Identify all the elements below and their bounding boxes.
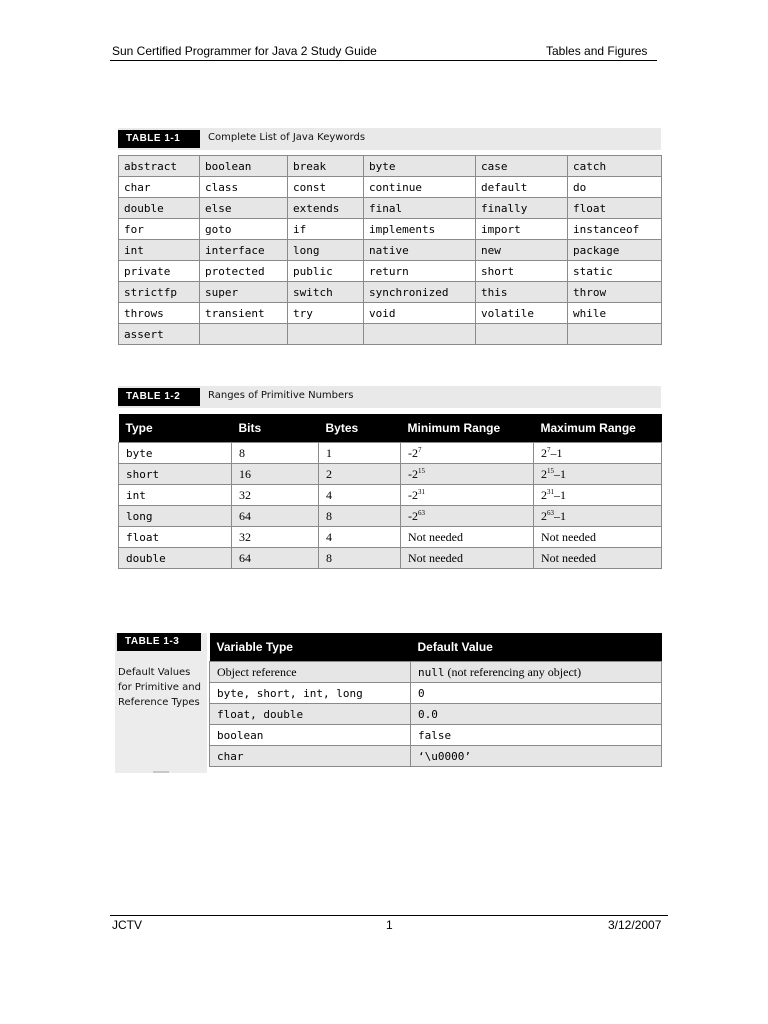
default-value-code: 0.0 [418,707,438,721]
keyword-cell: public [288,261,364,282]
table-row [119,261,662,282]
table-row [210,662,662,683]
keyword-cell: protected [200,261,288,282]
keyword-cell: try [288,303,364,324]
table-row [210,704,662,725]
keyword-cell: goto [200,219,288,240]
bits-cell: 64 [232,548,319,569]
default-value-cell [411,683,662,704]
keyword-cell: class [200,177,288,198]
keyword-cell: assert [119,324,200,345]
default-values-table [209,633,662,767]
max-range-exponent: 63 [547,508,554,517]
max-range-base: 2 [541,508,547,523]
min-range-cell [401,506,534,527]
default-value-cell [411,725,662,746]
table-row [119,527,662,548]
keyword-cell: import [476,219,568,240]
variable-type-cell: float, double [210,704,411,725]
type-cell: double [119,548,232,569]
keyword-cell: byte [364,156,476,177]
bits-cell: 32 [232,527,319,548]
table-row [119,156,662,177]
side-caption-line: for Primitive and [118,682,201,693]
keyword-cell: strictfp [119,282,200,303]
page-header-title: Sun Certified Programmer for Java 2 Study Guide [112,44,377,58]
min-range-exponent: 7 [418,445,422,454]
max-range-exponent: 15 [547,466,554,475]
max-range-cell [534,485,662,506]
table-row [119,240,662,261]
keyword-cell: abstract [119,156,200,177]
max-range-suffix: –1 [550,445,563,460]
keyword-cell: default [476,177,568,198]
page-header-section: Tables and Figures [546,44,648,58]
max-range-base: 2 [541,445,547,460]
min-range-exponent: 15 [418,466,425,475]
keyword-cell: super [200,282,288,303]
keyword-cell [476,324,568,345]
max-range-cell [534,548,662,569]
min-range-cell [401,485,534,506]
primitive-ranges-table [118,414,662,569]
bits-cell: 16 [232,464,319,485]
bytes-cell: 4 [319,527,401,548]
side-caption-line: Default Values [118,667,191,678]
keyword-cell [288,324,364,345]
min-range-cell [401,548,534,569]
default-value-cell [411,746,662,767]
col-header-min-range: Minimum Range [401,414,534,443]
keyword-cell: char [119,177,200,198]
bits-cell: 64 [232,506,319,527]
max-range-exponent: 31 [547,487,554,496]
keyword-cell: short [476,261,568,282]
type-cell: byte [119,443,232,464]
min-range-exponent: 31 [418,487,425,496]
header-divider [110,60,657,61]
default-value-code: 0 [418,686,425,700]
table3-side-caption [118,665,201,710]
variable-type-cell: boolean [210,725,411,746]
keyword-cell: instanceof [568,219,662,240]
keyword-cell: static [568,261,662,282]
max-range-cell [534,506,662,527]
keyword-cell: boolean [200,156,288,177]
keyword-cell: continue [364,177,476,198]
table1-caption: Complete List of Java Keywords [208,132,366,143]
keyword-cell: if [288,219,364,240]
page-number: 1 [386,918,393,932]
min-range-base: Not needed [408,550,463,565]
variable-type-cell: Object reference [210,662,411,683]
bytes-cell: 2 [319,464,401,485]
keyword-cell [200,324,288,345]
table-row [119,506,662,527]
keyword-cell: native [364,240,476,261]
keyword-cell: extends [288,198,364,219]
min-range-cell [401,464,534,485]
keyword-cell: else [200,198,288,219]
min-range-exponent: 63 [418,508,425,517]
bytes-cell: 8 [319,548,401,569]
keyword-cell: for [119,219,200,240]
max-range-cell [534,443,662,464]
table-row [119,219,662,240]
max-range-exponent: 7 [547,445,551,454]
keyword-cell: implements [364,219,476,240]
col-header-bits: Bits [232,414,319,443]
keyword-cell: private [119,261,200,282]
keyword-cell [568,324,662,345]
footer-date: 3/12/2007 [608,918,662,932]
keyword-cell: final [364,198,476,219]
max-range-suffix: –1 [554,466,566,481]
bits-cell: 32 [232,485,319,506]
max-range-base: 2 [541,487,547,502]
keyword-cell: void [364,303,476,324]
type-cell: short [119,464,232,485]
variable-type-cell: char [210,746,411,767]
keyword-cell: finally [476,198,568,219]
col-header-bytes: Bytes [319,414,401,443]
col-header-variable-type: Variable Type [210,633,411,662]
table1-label: TABLE 1-1 [118,130,200,148]
min-range-cell [401,527,534,548]
table-row [119,198,662,219]
keyword-cell: return [364,261,476,282]
footer-divider [110,915,668,916]
table2-caption: Ranges of Primitive Numbers [208,390,354,401]
keyword-cell: transient [200,303,288,324]
min-range-base: -2 [408,508,418,523]
footer-left: JCTV [112,918,142,932]
table-row [119,282,662,303]
keyword-cell: int [119,240,200,261]
col-header-default-value: Default Value [411,633,662,662]
side-panel-mark [153,771,169,773]
table-row [119,485,662,506]
keyword-cell: break [288,156,364,177]
keyword-cell: package [568,240,662,261]
min-range-base: Not needed [408,529,463,544]
keyword-cell: throw [568,282,662,303]
default-value-code: ‘\u0000’ [418,749,471,763]
type-cell: int [119,485,232,506]
keyword-cell: while [568,303,662,324]
table2-label: TABLE 1-2 [118,388,200,406]
max-range-suffix: –1 [554,487,566,502]
min-range-base: -2 [408,487,418,502]
table-row [119,303,662,324]
keyword-cell: this [476,282,568,303]
table3-label: TABLE 1-3 [117,633,201,651]
min-range-cell [401,443,534,464]
max-range-base: 2 [541,466,547,481]
keyword-cell: catch [568,156,662,177]
min-range-base: -2 [408,466,418,481]
min-range-base: -2 [408,445,418,460]
max-range-base: Not needed [541,529,596,544]
keyword-cell: case [476,156,568,177]
table-row [119,177,662,198]
default-value-cell [411,662,662,683]
table-row [119,464,662,485]
bits-cell: 8 [232,443,319,464]
bytes-cell: 1 [319,443,401,464]
keyword-cell: long [288,240,364,261]
default-value-code: null [418,665,445,679]
max-range-base: Not needed [541,550,596,565]
keyword-cell: double [119,198,200,219]
keyword-cell: interface [200,240,288,261]
default-value-note: (not referencing any object) [444,664,582,679]
keyword-cell: switch [288,282,364,303]
keyword-cell: do [568,177,662,198]
type-cell: long [119,506,232,527]
keyword-cell: synchronized [364,282,476,303]
table-row [210,746,662,767]
keyword-cell: new [476,240,568,261]
table-row [210,683,662,704]
bytes-cell: 4 [319,485,401,506]
keyword-cell: volatile [476,303,568,324]
type-cell: float [119,527,232,548]
table-row [119,324,662,345]
col-header-type: Type [119,414,232,443]
default-value-code: false [418,728,452,742]
max-range-suffix: –1 [554,508,566,523]
java-keywords-table [118,155,662,345]
keyword-cell [364,324,476,345]
keyword-cell: const [288,177,364,198]
col-header-max-range: Maximum Range [534,414,662,443]
bytes-cell: 8 [319,506,401,527]
table-row [119,443,662,464]
table-row [210,725,662,746]
keyword-cell: throws [119,303,200,324]
side-caption-line: Reference Types [118,697,200,708]
variable-type-cell: byte, short, int, long [210,683,411,704]
keyword-cell: float [568,198,662,219]
max-range-cell [534,527,662,548]
table-row [119,548,662,569]
max-range-cell [534,464,662,485]
default-value-cell [411,704,662,725]
